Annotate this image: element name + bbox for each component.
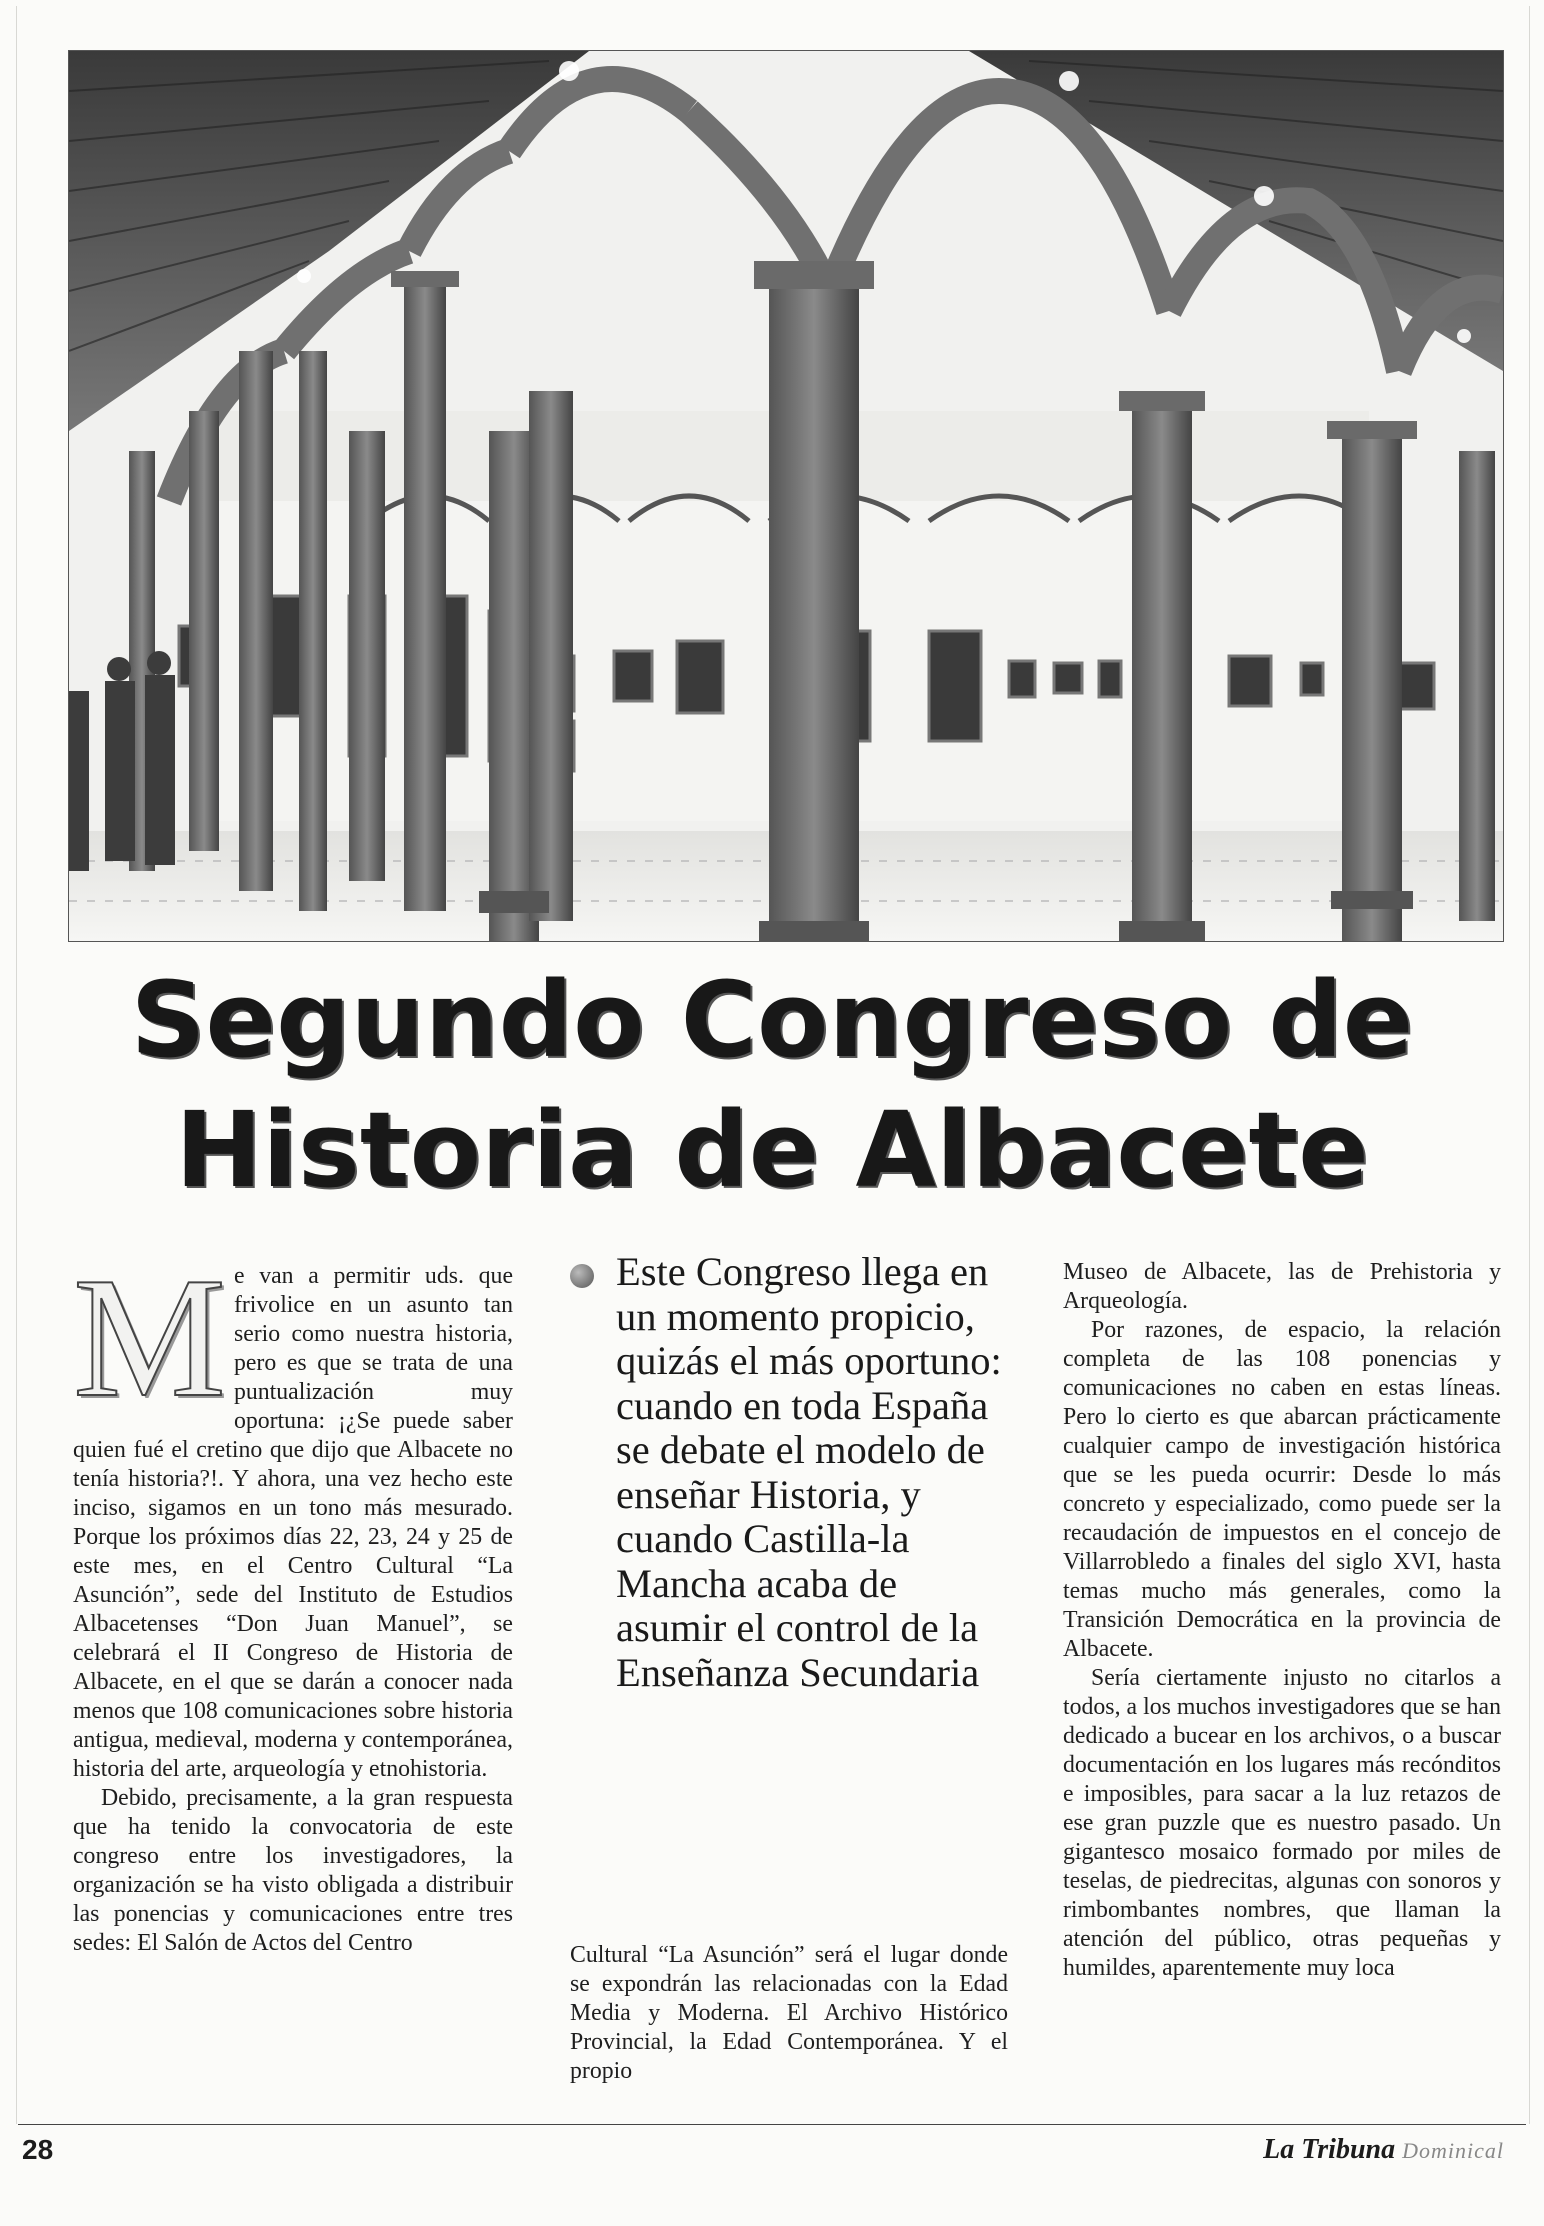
paragraph-venues: Debido, precisamente, a la gran respuesta que ha tenido la convocatoria de este congreso entre los investigadores, la organización se ha visto obligada a distribuir las ponencias y comunicaciones entre tres sedes: El Salón de Actos del Centro — [73, 1785, 513, 1956]
bullet-icon — [570, 1264, 594, 1288]
headline-line-2: Historia de Albacete — [175, 1089, 1369, 1211]
headline-line-1: Segundo Congreso de — [130, 959, 1414, 1081]
cloister-photo — [68, 50, 1504, 942]
pull-quote — [572, 1250, 1012, 1695]
page-number: 28 — [22, 2134, 54, 2165]
column-3 — [1063, 1258, 1501, 1983]
cloister-illustration — [69, 51, 1503, 941]
masthead-sub: Dominical — [1402, 2138, 1504, 2163]
column-1 — [73, 1243, 513, 1958]
paragraph-ponencias: Por razones, de espacio, la relación completa de las 108 ponencias y comunicaciones no caben en estas líneas. Pero lo cierto es que abarcan prácticamente cualquier campo de investigación histórica que se les pueda ocurrir: Desde lo más concreto y especializado, como puede ser la recaudación de impuestos en el concejo de Villarrobledo a finales del siglo XVI, hasta temas mucho más generales, como la Transición Democrática en la provincia de Albacete. — [1063, 1317, 1501, 1662]
footer-rule — [18, 2124, 1526, 2125]
headline — [60, 955, 1484, 1215]
masthead-brand: La Tribuna — [1263, 2134, 1396, 2165]
paragraph-venues-continued: Cultural “La Asunción” será el lugar donde se expondrán las relacionadas con la Edad Media y Moderna. El Archivo Histórico Provincial, la Edad Contemporánea. Y el propio — [570, 1941, 1008, 2084]
paragraph-investigadores: Sería ciertamente injusto no citarlos a todos, a los muchos investigadores que se han dedicado a bucear en los archivos, o a buscar documentación en los lugares más recónditos e imposibles, para sacar a la luz retazos de ese gran puzzle que es nuestro pasado. Un gigantesco mosaico formado por miles de teselas, de piedrecitas, algunas con sonoros y rimbombantes nombres, que llaman la atención del público, otras pequeñas y humildes, aparentemente muy loca — [1063, 1665, 1501, 1981]
drop-cap: M — [73, 1243, 226, 1433]
pull-quote-text: Este Congreso llega en un momento propicio, quizás el más oportuno: cuando en toda España se debate el modelo de enseñar Historia, y cuando Castilla-la Mancha acaba de asumir el control de la Enseñanza Secundaria — [616, 1249, 1002, 1695]
masthead — [1263, 2134, 1504, 2166]
paragraph-museo: Museo de Albacete, las de Prehistoria y Arqueología. — [1063, 1259, 1501, 1314]
paragraph-intro: e van a permitir uds. que frivolice en un asunto tan serio como nuestra historia, pero es que se trata de una puntualización muy oportuna: ¡¿Se puede saber quien fué el cretino que dijo que Albacete no tenía historia?!. Y ahora, una vez hecho este inciso, sigamos en un tono más mesurado. Porque los próximos días 22, 23, 24 y 25 de este mes, en el Centro Cultural “La Asunción”, sede del Instituto de Estudios Albacetenses “Don Juan Manuel”, se celebrará el II Congreso de Historia de Albacete, en el que se darán a conocer nada menos que 108 comunicaciones sobre historia antigua, medieval, moderna y contemporánea, historia del arte, arqueología y etnohistoria. — [73, 1263, 513, 1782]
column-2-continuation — [570, 1917, 1008, 2110]
